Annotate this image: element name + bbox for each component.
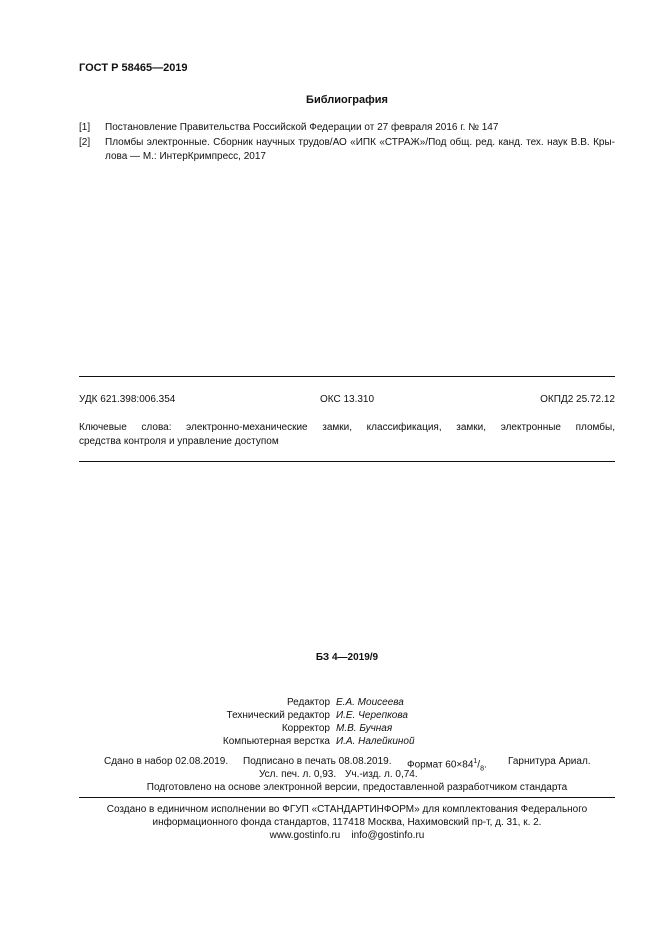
okpd-code: ОКПД2 25.72.12 <box>540 394 615 405</box>
tech-editor-name: И.Е. Черепкова <box>336 710 408 721</box>
bibliography-item-text: Постановление Правительства Российской Федерации от 27 февраля 2016 г. № 147 <box>105 122 499 133</box>
bibliography-title: Библиография <box>306 94 388 106</box>
created-line: Создано в единичном исполнении во ФГУП «СТАНДАРТИНФОРМ» для комплектования Федерального <box>106 804 588 815</box>
email-link[interactable]: info@gostinfo.ru <box>351 830 425 841</box>
corrector-name: М.В. Бучная <box>336 723 393 734</box>
prepared-note: Подготовлено на основе электронной версии, предоставленной разработчиком стандарта <box>146 782 568 793</box>
website-link[interactable]: www.gostinfo.ru <box>269 830 341 841</box>
font-note: Гарнитура Ариал. <box>508 756 591 767</box>
bibliography-item-text-continued: лова — М.: ИнтерКримпресс, 2017 <box>105 151 266 162</box>
editor-label: Редактор <box>286 697 330 708</box>
bibliography-item-number: [2] <box>79 137 91 148</box>
keywords-line: Ключевые слова: электронно-механические замки, классификация, замки, электронные пломбы, <box>79 422 615 433</box>
layout-name: И.А. Налейкиной <box>336 736 415 747</box>
keywords-line-continued: средства контроля и управление доступом <box>79 436 279 447</box>
bz-number: БЗ 4—2019/9 <box>315 652 379 663</box>
udk-code: УДК 621.398:006.354 <box>79 394 176 405</box>
submitted-date: Сдано в набор 02.08.2019. <box>104 756 229 767</box>
bibliography-item-number: [1] <box>79 122 91 133</box>
contact-line <box>79 829 615 842</box>
standard-id: ГОСТ Р 58465—2019 <box>79 62 188 74</box>
oks-code: ОКС 13.310 <box>319 394 375 405</box>
bottom-divider <box>79 461 615 462</box>
tech-editor-label: Технический редактор <box>226 710 330 721</box>
corrector-label: Корректор <box>281 723 330 734</box>
print-sheets: Усл. печ. л. 0,93. <box>259 769 337 780</box>
bibliography-item-text: Пломбы электронные. Сборник научных трудов/АО «ИПК «СТРАЖ»/Под общ. ред. канд. тех. наук В.В. Кры- <box>105 137 615 148</box>
format-info: Формат $60\times 84^1/_8$. <box>407 758 487 773</box>
publisher-sheets: Уч.-изд. л. 0,74. <box>345 769 418 780</box>
top-divider <box>79 376 615 377</box>
layout-label: Компьютерная верстка <box>222 736 330 747</box>
imprint-divider <box>79 797 615 798</box>
editor-name: Е.А. Моисеева <box>336 697 404 708</box>
created-line-continued: информационного фонда стандартов, 117418 Москва, Нахимовский пр-т, д. 31, к. 2. <box>152 817 542 828</box>
signed-date: Подписано в печать 08.08.2019. <box>243 756 392 767</box>
